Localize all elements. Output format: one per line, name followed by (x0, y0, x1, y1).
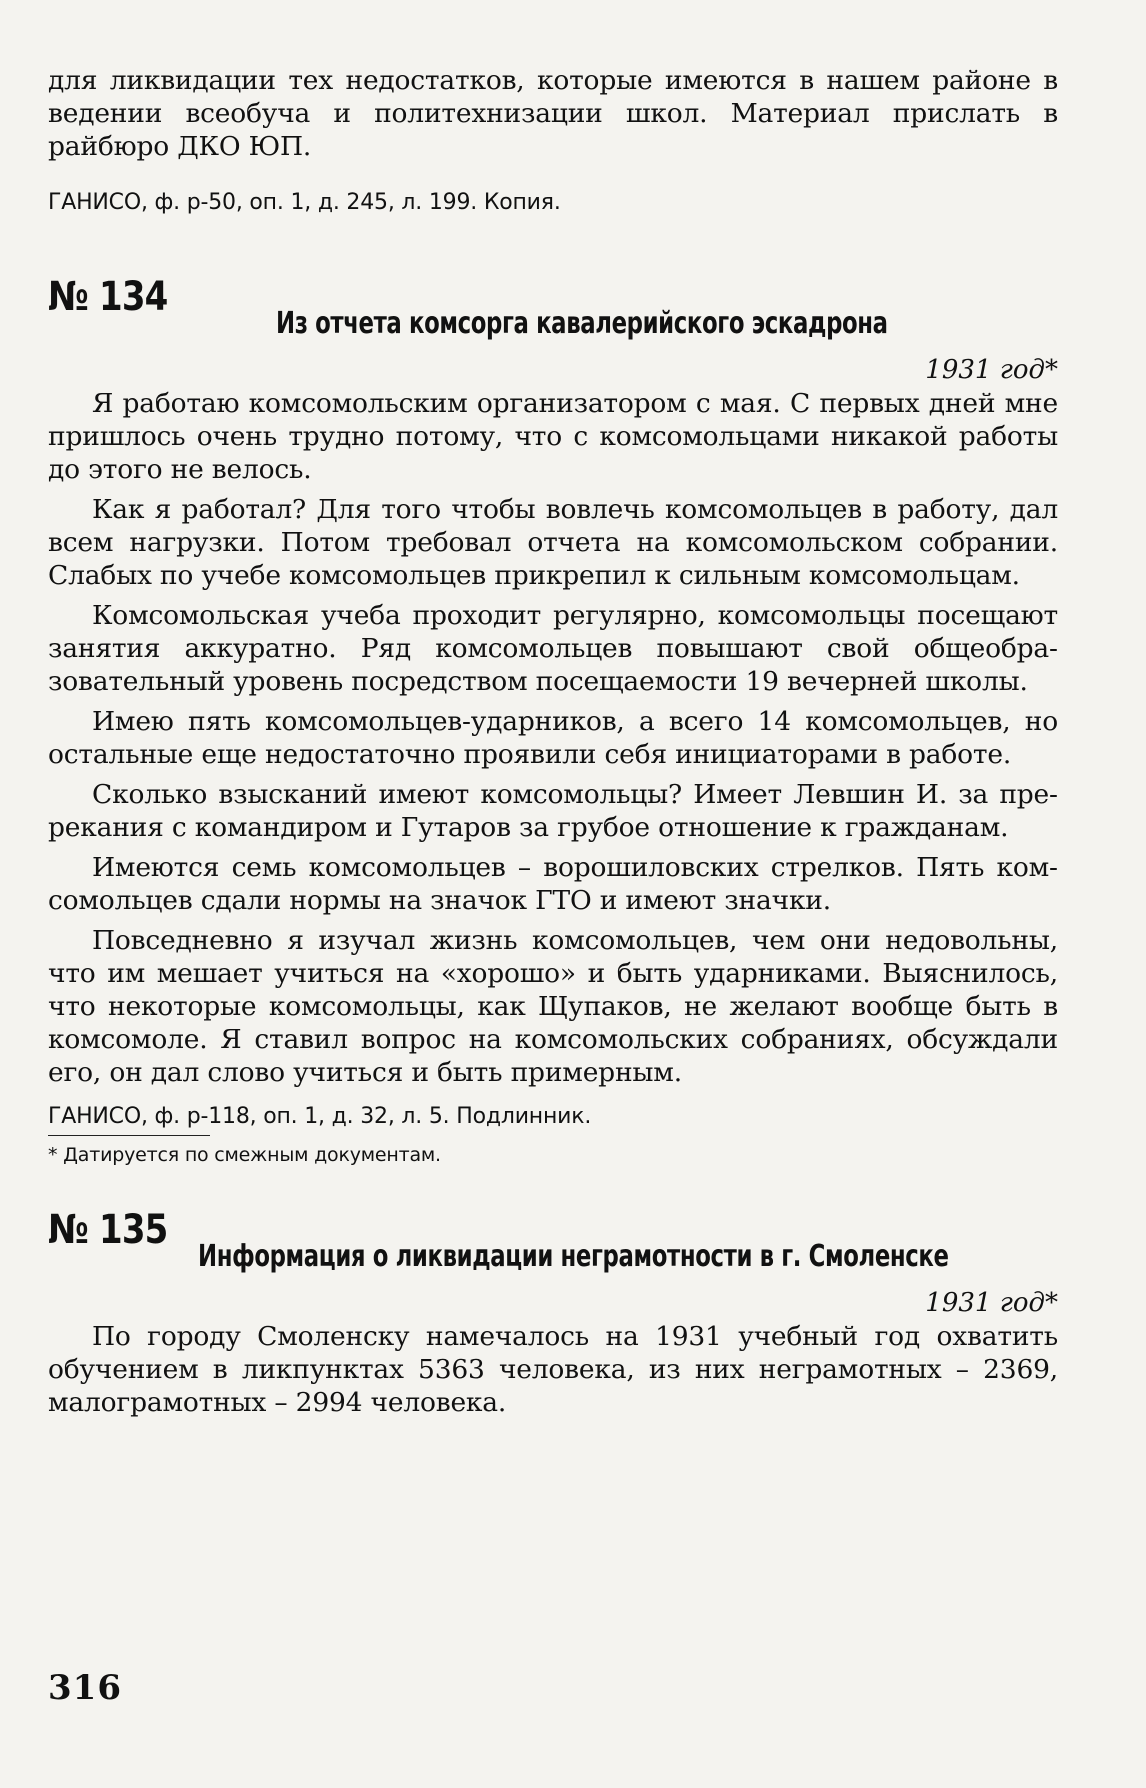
footnote-divider (48, 1135, 210, 1136)
doc134-paragraph: Имеются семь комсомольцев – ворошиловских стрелков. Пять комсомольцев сдали нормы на значок ГТО и имеют значки. (48, 852, 1058, 916)
doc135-number: № 135 (48, 1207, 168, 1253)
doc134-footnote: * Датируется по смежным документам. (48, 1144, 441, 1166)
doc134-title: Из отчета комсорга кавалерийского эскадрона (276, 306, 888, 341)
doc134-paragraph: Имею пять комсомольцев-ударников, а всего 14 комсомольцев, но остальные еще недостаточно проявили себя инициаторами в работе. (48, 706, 1058, 770)
doc134-paragraph: Как я работал? Для того чтобы вовлечь комсомольцев в работу, дал всем нагрузки. Потом требовал отчета на комсомольском собрании. Слабых по учебе комсомольцев прикрепил к сильным комсомольцам. (48, 494, 1058, 591)
doc134-paragraph: Комсомольская учеба проходит регулярно, комсомольцы посещают занятия аккуратно. Ряд комсомольцев повышают свой общеобразовательный уровень посредством посещаемости 19 вечерней школы. (48, 600, 1058, 697)
doc134-header (48, 275, 1058, 351)
doc134-paragraph: Сколько взысканий имеют комсомольцы? Имеет Левшин И. за пререкания с командиром и Гутаров за грубое отношение к гражданам. (48, 779, 1058, 843)
doc135-paragraph: По городу Смоленску намечалось на 1931 учебный год охватить обучением в ликпунктах 5363 человека, из них неграмотных – 2369, малограмотных – 2994 человека. (48, 1321, 1058, 1418)
intro-source: ГАНИСО, ф. р-50, оп. 1, д. 245, л. 199. Копия. (48, 190, 561, 215)
doc134-number: № 134 (48, 274, 168, 320)
doc134-body (48, 387, 1058, 1089)
doc134-paragraph: Повседневно я изучал жизнь комсомольцев, чем они недовольны, что им мешает учиться на «хорошо» и быть ударниками. Выяснилось, что некоторые комсомольцы, как Щупаков, не желают вообще быть в комсомоле. Я ставил вопрос на комсомольских собраниях, обсуждали его, он дал слово учиться и быть примерным. (48, 925, 1058, 1088)
doc134-source: ГАНИСО, ф. р-118, оп. 1, д. 32, л. 5. Подлинник. (48, 1104, 592, 1129)
doc134-paragraph: Я работаю комсомольским организатором с мая. С первых дней мне пришлось очень трудно потому, что с комсомольцами никакой работы до этого не велось. (48, 388, 1058, 485)
doc135-title: Информация о ликвидации неграмотности в г. Смоленске (198, 1239, 949, 1274)
page-number: 316 (48, 1668, 122, 1708)
doc135-header (48, 1208, 1058, 1284)
doc135-body (48, 1320, 1058, 1419)
intro-text: для ликвидации тех недостатков, которые имеются в нашем районе в ведении всеобуча и политехнизации школ. Материал прислать в райбюро ДКО ЮП. (48, 65, 1058, 162)
doc134-date: 1931 год* (925, 355, 1058, 385)
document-page (48, 64, 1058, 1419)
doc135-date: 1931 год* (925, 1288, 1058, 1318)
